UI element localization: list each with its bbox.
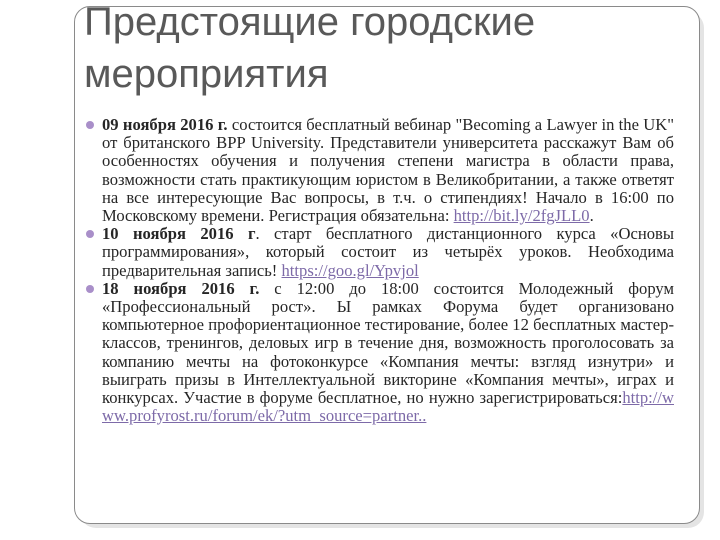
event-item-nov-10 xyxy=(86,225,674,280)
event-item-nov-18 xyxy=(86,280,674,426)
registration-link[interactable]: http://bit.ly/2fgJLL0 xyxy=(453,206,590,226)
event-date: 09 ноября 2016 г. xyxy=(102,115,228,134)
bullet-icon xyxy=(86,121,94,129)
registration-link[interactable]: http://www.profyrost.ru/forum/ek/?utm_source=partner.. xyxy=(102,388,674,426)
event-tail: . xyxy=(589,206,594,226)
bullet-icon xyxy=(86,230,94,238)
event-description: . старт бесплатного дистанционного курса «Основы программирования», который состоит из четырёх уроков. Необходима предварительная запись! xyxy=(102,224,674,280)
event-description: с 12:00 до 18:00 состоится Молодежный форум «Профессиональный рост». Ы рамках Форума будет организовано компьютерное профориентационное тестирование, более 12 бесплатных мастер-классов, тренингов, деловых игр в течение дня, возможность проголосовать за компанию мечты на фотоконкурсе «Компания мечты: взгляд изнутри» и выиграть призы в Интеллектуальной викторине «Компания мечты», играх и конкурсах. Участие в форуме бесплатное, но нужно зарегистрироваться: xyxy=(102,278,675,408)
slide-title: Предстоящие городские мероприятия xyxy=(84,0,536,96)
event-item-nov-9 xyxy=(86,116,674,225)
event-description: состоится бесплатный вебинар "Becoming a Lawyer in the UK" от британского BPP University. Представители университета расскажут Вам об особенностях обучения и получения степени магистра в области права, возможности стать практикующим юристом в Великобритании, а также ответят на все интересующие Вас вопросы, в т.ч. о стипендиях! Начало в 16:00 по Московскому времени. Регистрация обязательна: xyxy=(102,115,675,226)
registration-link[interactable]: https://goo.gl/Ypvjol xyxy=(281,260,419,280)
events-list xyxy=(86,116,674,425)
event-date: 10 ноября 2016 г xyxy=(102,224,256,244)
bullet-icon xyxy=(86,285,94,293)
event-date: 18 ноября 2016 г. xyxy=(102,278,260,298)
